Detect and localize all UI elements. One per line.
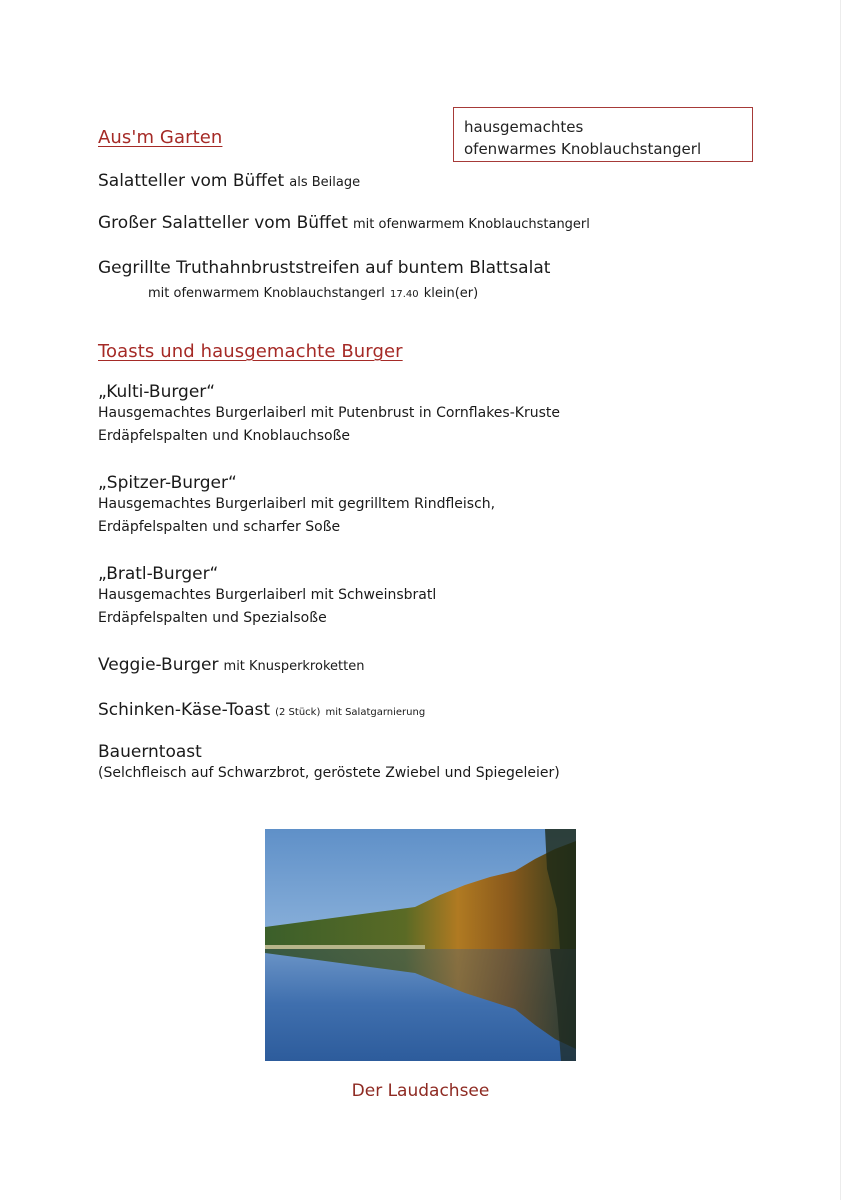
note-line-1: hausgemachtes bbox=[464, 118, 584, 136]
menu-item-salad-side bbox=[98, 171, 360, 191]
menu-item-kulti-burger bbox=[98, 382, 560, 448]
item-name: Bauerntoast bbox=[98, 742, 202, 762]
menu-item-ham-cheese-toast bbox=[98, 700, 425, 720]
item-desc-1: Hausgemachtes Burgerlaiberl mit Putenbrust in Cornflakes-Kruste bbox=[98, 405, 560, 421]
note-box bbox=[453, 107, 753, 162]
menu-item-spitzer-burger bbox=[98, 473, 495, 539]
item-detail: mit ofenwarmem Knoblauchstangerl bbox=[352, 217, 590, 232]
menu-item-veggie-burger bbox=[98, 655, 364, 675]
item-desc-1: Hausgemachtes Burgerlaiberl mit Schweinsbratl bbox=[98, 587, 437, 603]
item-name: Großer Salatteller vom Büffet bbox=[98, 213, 348, 233]
item-detail-row bbox=[98, 282, 550, 301]
item-detail: mit ofenwarmem Knoblauchstangerl bbox=[148, 286, 385, 301]
menu-item-salad-large bbox=[98, 213, 590, 233]
section-heading-garden: Aus'm Garten bbox=[98, 127, 223, 148]
item-desc-2: Erdäpfelspalten und scharfer Soße bbox=[98, 519, 341, 535]
item-suffix: klein(er) bbox=[423, 286, 479, 301]
item-name: Schinken-Käse-Toast bbox=[98, 700, 271, 720]
photo-caption: Der Laudachsee bbox=[351, 1081, 490, 1101]
section-heading-burgers: Toasts und hausgemachte Burger bbox=[98, 341, 403, 362]
item-desc-2: Erdäpfelspalten und Spezialsoße bbox=[98, 610, 327, 626]
item-detail: als Beilage bbox=[289, 175, 361, 190]
item-desc-1: Hausgemachtes Burgerlaiberl mit gegrilltem Rindfleisch, bbox=[98, 496, 496, 512]
note-line-2: ofenwarmes Knoblauchstangerl bbox=[464, 140, 702, 158]
item-name: „Kulti-Burger“ bbox=[98, 382, 216, 402]
item-pieces: (2 Stück) bbox=[275, 707, 321, 718]
item-desc-2: Erdäpfelspalten und Knoblauchsoße bbox=[98, 428, 351, 444]
item-name: „Bratl-Burger“ bbox=[98, 564, 219, 584]
item-detail: mit Salatgarnierung bbox=[325, 707, 426, 718]
item-price: 17.40 bbox=[390, 289, 419, 300]
item-name: „Spitzer-Burger“ bbox=[98, 473, 237, 493]
lake-photo bbox=[265, 829, 576, 1061]
menu-item-bratl-burger bbox=[98, 564, 436, 630]
lake-photo-image bbox=[265, 829, 576, 1061]
item-detail: mit Knusperkroketten bbox=[223, 659, 365, 674]
item-name: Salatteller vom Büffet bbox=[98, 171, 285, 191]
menu-item-farmer-toast bbox=[98, 742, 560, 785]
item-name: Gegrillte Truthahnbruststreifen auf buntem Blattsalat bbox=[98, 258, 551, 278]
menu-item-turkey-salad bbox=[98, 258, 550, 301]
page-edge bbox=[840, 0, 841, 1200]
item-name: Veggie-Burger bbox=[98, 655, 219, 675]
item-desc-1: (Selchfleisch auf Schwarzbrot, geröstete Zwiebel und Spiegeleier) bbox=[98, 765, 560, 781]
